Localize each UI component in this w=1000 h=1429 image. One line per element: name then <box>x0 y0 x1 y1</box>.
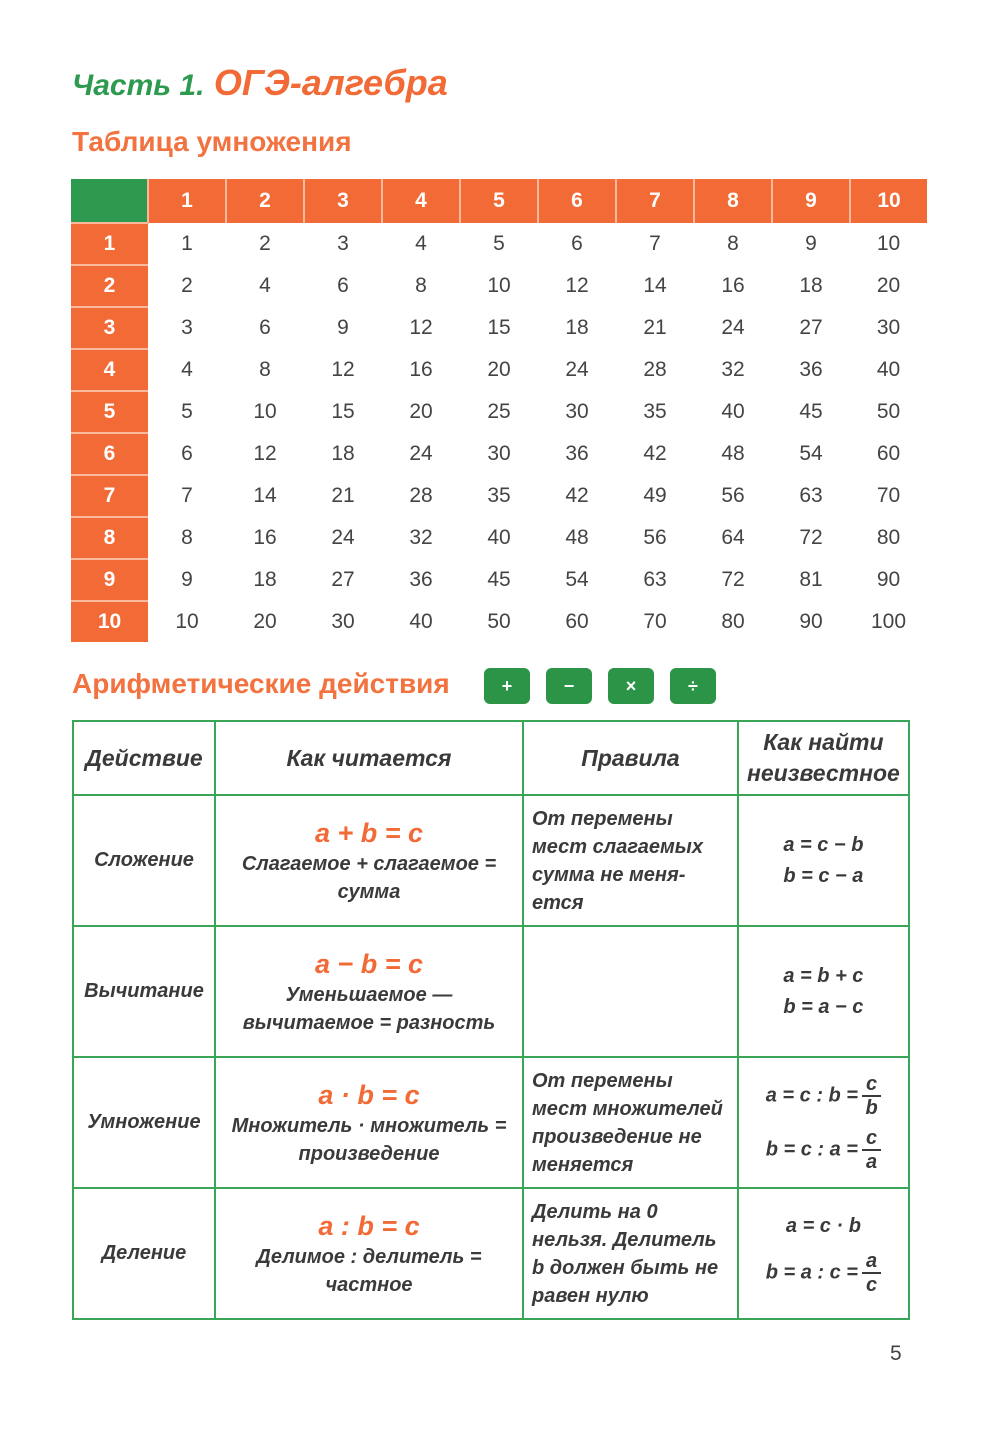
numerator: c <box>862 1127 881 1151</box>
col-header: Действие <box>73 721 215 795</box>
product-cell: 20 <box>487 358 511 381</box>
product-cell: 9 <box>805 232 817 255</box>
product-cell: 16 <box>721 274 745 297</box>
product-cell: 24 <box>409 442 433 465</box>
product-cell: 15 <box>331 400 355 423</box>
unknown-line <box>747 1127 900 1173</box>
unknown-text: a = c − b <box>783 833 864 856</box>
unknown-text: b = a : c = <box>765 1261 858 1284</box>
table-row <box>71 559 927 601</box>
product-cell: 56 <box>643 526 667 549</box>
table-row <box>71 433 927 475</box>
times-badge: × <box>608 668 654 704</box>
unknown-line <box>747 992 900 1023</box>
product-cell: 10 <box>487 274 511 297</box>
product-cell: 90 <box>799 609 823 633</box>
product-cell: 50 <box>876 400 901 423</box>
product-cell: 32 <box>409 526 433 549</box>
rule-cell: От перемены мест слагаемых сумма не меня-ется <box>523 795 738 926</box>
column-header: 9 <box>772 179 850 223</box>
product-cell: 42 <box>643 442 667 465</box>
product-cell: 2 <box>181 274 193 297</box>
product-cell: 3 <box>337 232 349 255</box>
unknown-cell <box>738 1057 909 1188</box>
formula: a : b = c <box>318 1210 420 1241</box>
table-row <box>73 1188 909 1319</box>
row-header: 4 <box>71 349 148 391</box>
product-cell: 10 <box>253 400 277 423</box>
unknown-text: a = c : b = <box>765 1083 858 1106</box>
product-cell: 45 <box>799 400 823 423</box>
product-cell: 70 <box>876 484 901 507</box>
row-header: 1 <box>71 223 148 265</box>
unknown-line <box>747 1250 900 1296</box>
unknown-line <box>747 961 900 992</box>
product-cell: 20 <box>876 274 901 297</box>
column-header: 3 <box>304 179 382 223</box>
denominator: c <box>865 1274 878 1296</box>
product-cell: 3 <box>181 316 193 339</box>
reading-text: Слагаемое + слагаемое = сумма <box>241 852 497 903</box>
column-header: 2 <box>226 179 304 223</box>
table-row <box>73 926 909 1057</box>
product-cell: 25 <box>487 400 511 423</box>
reading-text: Уменьшаемое — вычитаемое = разность <box>242 983 496 1034</box>
unknown-cell <box>738 1188 909 1319</box>
action-cell: Сложение <box>73 795 215 926</box>
product-cell: 90 <box>876 568 901 591</box>
row-header: 2 <box>71 265 148 307</box>
multiplication-heading: Таблица умножения <box>72 126 352 157</box>
unknown-text: b = a − c <box>783 995 864 1018</box>
product-cell: 30 <box>487 442 511 465</box>
product-cell: 4 <box>415 232 427 255</box>
table-row <box>71 349 927 391</box>
unknown-text: a = b + c <box>783 964 864 987</box>
numerator: a <box>862 1250 881 1274</box>
product-cell: 6 <box>181 442 193 465</box>
product-cell: 36 <box>409 568 433 591</box>
unknown-line <box>747 830 900 861</box>
column-header: 4 <box>382 179 460 223</box>
table-row <box>71 517 927 559</box>
column-header: 10 <box>850 179 927 223</box>
product-cell: 24 <box>331 526 355 549</box>
product-cell: 21 <box>331 484 355 507</box>
col-header: Правила <box>523 721 738 795</box>
product-cell: 80 <box>721 609 745 633</box>
product-cell: 18 <box>253 568 277 591</box>
row-header: 5 <box>71 391 148 433</box>
product-cell: 8 <box>259 358 271 381</box>
product-cell: 7 <box>181 484 193 507</box>
minus-badge: − <box>546 668 592 704</box>
reading-text: Делимое : делитель = частное <box>256 1245 482 1296</box>
reading-cell <box>215 1188 523 1319</box>
corner-cell <box>71 179 148 223</box>
action-cell: Деление <box>73 1188 215 1319</box>
arithmetic-heading: Арифметические действия <box>72 668 450 699</box>
product-cell: 48 <box>565 526 589 549</box>
table-row <box>73 795 909 926</box>
product-cell: 24 <box>721 316 745 339</box>
product-cell: 28 <box>643 358 667 381</box>
table-row <box>71 391 927 433</box>
product-cell: 6 <box>571 232 583 255</box>
product-cell: 6 <box>259 316 271 339</box>
row-header: 9 <box>71 559 148 601</box>
product-cell: 24 <box>565 358 589 381</box>
product-cell: 36 <box>565 442 589 465</box>
plus-badge: + <box>484 668 530 704</box>
product-cell: 35 <box>643 400 667 423</box>
unknown-text: b = c − a <box>783 864 864 887</box>
product-cell: 63 <box>799 484 823 507</box>
product-cell: 5 <box>181 400 193 423</box>
unknown-cell <box>738 926 909 1057</box>
product-cell: 30 <box>331 609 355 633</box>
product-cell: 64 <box>721 526 745 549</box>
unknown-line <box>747 1211 900 1242</box>
row-header: 8 <box>71 517 148 559</box>
product-cell: 12 <box>409 316 433 339</box>
column-header: 1 <box>148 179 226 223</box>
product-cell: 60 <box>876 442 901 465</box>
product-cell: 72 <box>721 568 745 591</box>
fraction <box>862 1073 881 1119</box>
product-cell: 1 <box>181 232 193 255</box>
product-cell: 18 <box>331 442 355 465</box>
table-row <box>71 265 927 307</box>
reading-cell <box>215 795 523 926</box>
rule-cell: От перемены мест множителей произведение не меняется <box>523 1057 738 1188</box>
product-cell: 6 <box>337 274 349 297</box>
product-cell: 30 <box>876 316 901 339</box>
table-row <box>71 307 927 349</box>
unknown-line <box>747 861 900 892</box>
multiplication-table <box>71 179 927 642</box>
product-cell: 2 <box>259 232 271 255</box>
fraction <box>862 1250 881 1296</box>
operation-badges <box>484 668 716 704</box>
product-cell: 12 <box>565 274 589 297</box>
numerator: c <box>862 1073 881 1097</box>
column-header: 8 <box>694 179 772 223</box>
column-header: 5 <box>460 179 538 223</box>
product-cell: 60 <box>565 609 589 633</box>
reading-cell <box>215 1057 523 1188</box>
column-header: 6 <box>538 179 616 223</box>
page-number: 5 <box>890 1342 902 1365</box>
product-cell: 7 <box>649 232 661 255</box>
unknown-cell <box>738 795 909 926</box>
reading-text: Множитель · множитель = произведение <box>231 1114 507 1165</box>
col-header: Как найти неизвестное <box>738 721 909 795</box>
product-cell: 21 <box>643 316 667 339</box>
product-cell: 10 <box>876 232 901 255</box>
product-cell: 20 <box>409 400 433 423</box>
product-cell: 63 <box>643 568 667 591</box>
product-cell: 18 <box>565 316 589 339</box>
product-cell: 50 <box>487 609 511 633</box>
product-cell: 27 <box>331 568 355 591</box>
product-cell: 32 <box>721 358 745 381</box>
product-cell: 8 <box>415 274 427 297</box>
product-cell: 8 <box>181 526 193 549</box>
product-cell: 49 <box>643 484 667 507</box>
denominator: b <box>865 1096 878 1119</box>
product-cell: 40 <box>487 526 511 549</box>
row-header: 6 <box>71 433 148 475</box>
product-cell: 4 <box>181 358 193 381</box>
unknown-text: b = c : a = <box>765 1137 858 1160</box>
product-cell: 42 <box>565 484 589 507</box>
product-cell: 8 <box>727 232 739 255</box>
page-title: Часть 1. ОГЭ-алгебра <box>72 62 448 103</box>
table-row <box>73 1057 909 1188</box>
product-cell: 56 <box>721 484 745 507</box>
formula: a + b = c <box>314 817 424 848</box>
product-cell: 40 <box>721 400 745 423</box>
row-header: 3 <box>71 307 148 349</box>
product-cell: 10 <box>175 609 199 633</box>
product-cell: 36 <box>799 358 823 381</box>
reading-cell <box>215 926 523 1057</box>
product-cell: 28 <box>409 484 433 507</box>
product-cell: 5 <box>493 232 505 255</box>
product-cell: 14 <box>253 484 277 507</box>
product-cell: 20 <box>253 609 277 633</box>
product-cell: 54 <box>565 568 589 591</box>
product-cell: 16 <box>253 526 277 549</box>
product-cell: 12 <box>331 358 355 381</box>
product-cell: 4 <box>259 274 271 297</box>
formula: a − b = c <box>314 948 424 979</box>
product-cell: 80 <box>876 526 901 549</box>
denominator: a <box>865 1150 878 1173</box>
row-header: 7 <box>71 475 148 517</box>
product-cell: 70 <box>643 609 667 633</box>
product-cell: 16 <box>409 358 433 381</box>
product-cell: 48 <box>721 442 745 465</box>
unknown-line <box>747 1073 900 1119</box>
product-cell: 12 <box>253 442 277 465</box>
action-cell: Вычитание <box>73 926 215 1057</box>
product-cell: 9 <box>337 316 349 339</box>
table-row <box>71 475 927 517</box>
col-header: Как читается <box>215 721 523 795</box>
product-cell: 9 <box>181 568 193 591</box>
product-cell: 35 <box>487 484 511 507</box>
formula: a · b = c <box>318 1079 420 1110</box>
product-cell: 54 <box>799 442 823 465</box>
product-cell: 45 <box>487 568 511 591</box>
product-cell: 81 <box>799 568 823 591</box>
divide-badge: ÷ <box>670 668 716 704</box>
rule-cell: Делить на 0 нельзя. Делитель b должен быть не равен нулю <box>523 1188 738 1319</box>
column-header: 7 <box>616 179 694 223</box>
product-cell: 27 <box>799 316 823 339</box>
fraction <box>862 1127 881 1173</box>
product-cell: 100 <box>870 609 907 633</box>
product-cell: 15 <box>487 316 511 339</box>
product-cell: 72 <box>799 526 823 549</box>
rule-cell <box>523 926 738 1057</box>
row-header: 10 <box>71 601 148 642</box>
product-cell: 40 <box>876 358 901 381</box>
unknown-text: a = c · b <box>785 1215 861 1237</box>
arithmetic-table <box>72 720 910 1320</box>
product-cell: 40 <box>409 609 433 633</box>
product-cell: 14 <box>643 274 667 297</box>
product-cell: 30 <box>565 400 589 423</box>
table-row <box>71 601 927 642</box>
action-cell: Умножение <box>73 1057 215 1188</box>
table-row <box>71 223 927 265</box>
product-cell: 18 <box>799 274 823 297</box>
